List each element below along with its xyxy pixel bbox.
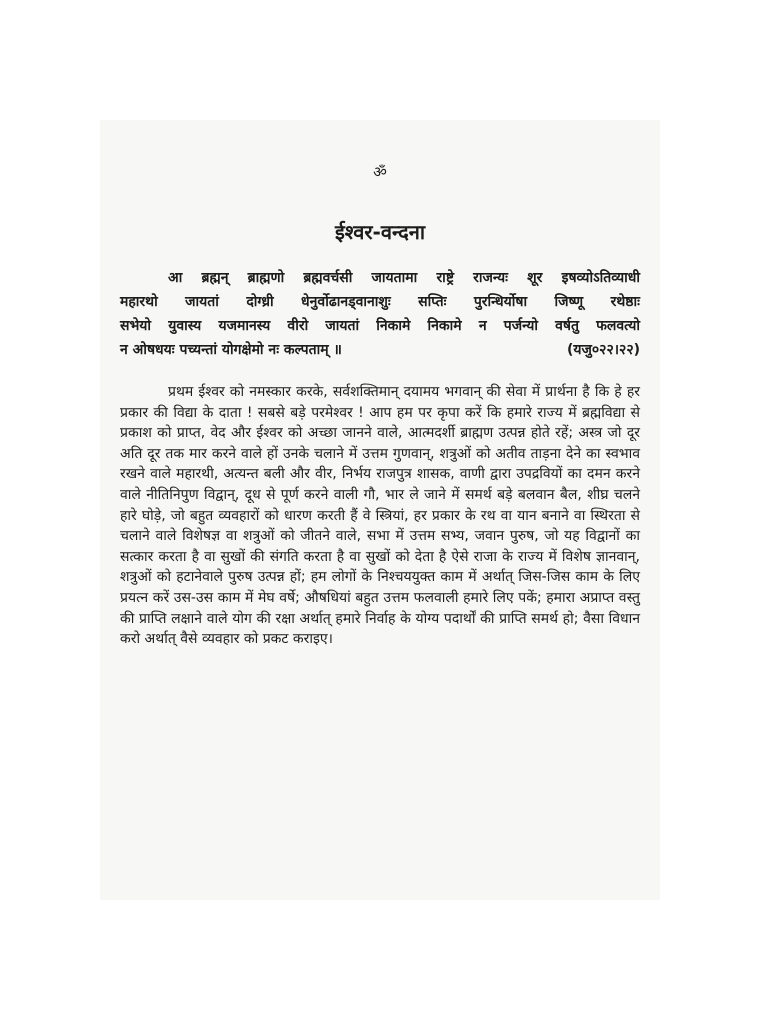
scanned-page (100, 120, 660, 900)
mantra-line: न ओषधयः पच्यन्तां योगक्षेमो नः कल्पताम् ॥ (120, 342, 342, 358)
page-title: ईश्वर-वन्दना (334, 220, 426, 244)
mantra-line: आ ब्रह्मन् ब्राह्मणो ब्रह्मवर्चसी जायतामा राष्ट्रे राजन्यः शूर इषव्योऽतिव्याधी (168, 270, 640, 286)
mantra-block (120, 266, 640, 362)
mantra-line: सभेयो युवास्य यजमानस्य वीरो जायतां निकामे निकामे न पर्जन्यो वर्षतु फलवत्यो (120, 318, 640, 334)
om-symbol: ॐ (373, 163, 387, 181)
meaning-paragraph (120, 382, 640, 650)
mantra-last-line-row (120, 338, 640, 362)
meaning-text: प्रथम ईश्वर को नमस्कार करके, सर्वशक्तिमान् दयामय भगवान् की सेवा में प्रार्थना है कि हे हर प्रकार की विद्या के दाता ! सबसे बड़े परमेश्वर ! आप हम पर कृपा करें कि हमारे राज्य में ब्रह्मविद्या से प्रकाश को प्राप्त, वेद और ईश्वर को अच्छा जानने वाले, आत्मदर्शी ब्राह्मण उत्पन्न होते रहें; अस्त्र जो दूर अति दूर तक मार करने वाले हों उनके चलाने में उत्तम गुणवान्, शत्रुओं को अतीव ताड़ना देने का स्वभाव रखने वाले महारथी, अत्यन्त बली और वीर, निर्भय राजपुत्र शासक, वाणी द्वारा उपद्रवियों का दमन करने वाले नीतिनिपुण विद्वान्, दूध से पूर्ण करने वाली गौ, भार ले जाने में समर्थ बड़े बलवान बैल, शीघ्र चलने हारे घोड़े, जो बहुत व्यवहारों को धारण करती हैं वे स्त्रियां, हर प्रकार के रथ वा यान बनाने वा स्थिरता से चलाने वाले विशेषज्ञ वा शत्रुओं को जीतने वाले, सभा में उत्तम सभ्य, जवान पुरुष, जो यह विद्वानों का सत्कार करता है वा सुखों की संगति करता है वा सुखों को देता है ऐसे राजा के राज्य में विशेष ज्ञानवान्, शत्रुओं को हटानेवाले पुरुष उत्पन्न हों; हम लोगों के निश्चययुक्त काम में अर्थात् जिस-जिस काम के लिए प्रयत्न करें उस-उस काम में मेघ वर्षे; औषधियां बहुत उत्तम फलवाली हमारे लिए पकें; हमारा अप्राप्त वस्तु की प्राप्ति लक्षाने वाले योग की रक्षा अर्थात् हमारे निर्वाह के योग्य पदार्थों की प्राप्ति समर्थ हो; वैसा विधान करो अर्थात् वैसे व्यवहार को प्रकट कराइए। (120, 384, 640, 648)
verse-reference: (यजु०२२।२२) (566, 342, 640, 358)
mantra-line: महारथो जायतां दोग्ध्री धेनुर्वोढानड्वानाशुः सप्तिः पुरन्धिर्योषा जिष्णू रथेष्ठाः (120, 294, 640, 310)
